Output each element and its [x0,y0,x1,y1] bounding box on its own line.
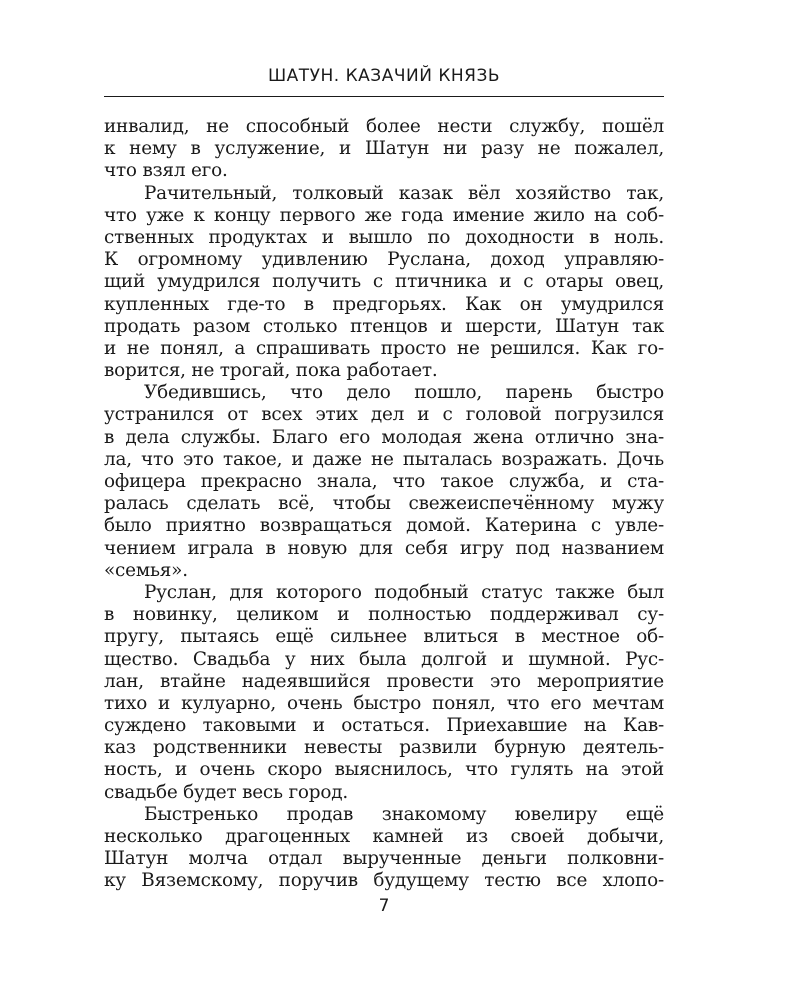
text-line: ственных продуктах и вышло по доходности в ноль. [104,226,664,248]
text-line: ралась сделать всё, чтобы свежеиспечённому мужу [104,493,664,515]
text-line: ворится, не трогай, пока работает. [104,360,438,382]
text-line: тихо и кулуарно, очень быстро понял, что его мечтам [104,692,664,714]
paragraph-4 [104,582,664,804]
text-line: купленных где-то в предгорьях. Как он умудрился [104,293,664,315]
text-line: К огромному удивлению Руслана, доход управляю- [104,249,664,271]
text-line: Быстренько продав знакомому ювелиру ещё [144,803,664,825]
text-line: что уже к концу первого же года имение жило на соб- [104,204,664,226]
paragraph-5 [104,804,664,893]
paragraph-1 [104,116,664,183]
text-line: инвалид, не способный более нести службу, пошёл [104,116,664,137]
text-line: Шатун молча отдал вырученные деньги полковни- [104,848,664,870]
text-line: щество. Свадьба у них была долгой и шумной. Рус- [104,648,664,670]
text-line: каз родственники невесты развили бурную деятель- [104,737,664,759]
body-text [104,116,664,893]
text-line: ность, и очень скоро выяснилось, что гулять на этой [104,759,664,781]
text-line: продать разом столько птенцов и шерсти, Шатун так [104,315,664,337]
text-line: офицера прекрасно знала, что такое служба, и ста- [104,471,664,492]
text-line: свадьбе будет весь город. [104,781,348,803]
header-rule [104,96,664,97]
text-line: лан, втайне надеявшийся провести это мероприятие [104,670,664,692]
text-line: было приятно возвращаться домой. Катерина с увле- [104,515,664,537]
text-line: в новинку, целиком и полностью поддерживал су- [104,604,664,626]
paragraph-3 [104,382,664,582]
text-line: Убедившись, что дело пошло, парень быстро [144,382,664,404]
text-line: несколько драгоценных камней из своей добычи, [104,826,664,847]
text-line: в дела службы. Благо его молодая жена отлично зна- [104,426,664,448]
page-number: 7 [378,896,390,916]
paragraph-2 [104,183,664,383]
text-line: «семья». [104,559,188,581]
text-line: к нему в услужение, и Шатун ни разу не пожалел, [104,138,664,160]
text-line: Руслан, для которого подобный статус также был [144,581,664,603]
text-line: щий умудрился получить с птичника и с отары овец, [104,271,664,293]
text-line: и не понял, а спрашивать просто не решился. Как го- [104,337,664,359]
text-line: чением играла в новую для себя игру под названием [104,537,664,559]
text-line: суждено таковыми и остаться. Приехавшие на Кав- [104,715,664,737]
text-line: ла, что это такое, и даже не пыталась возражать. Дочь [104,448,664,470]
text-line: ку Вяземскому, поручив будущему тестю все хлопо- [104,870,664,892]
text-line: устранился от всех этих дел и с головой погрузился [104,404,664,426]
text-line: что взял его. [104,160,228,182]
running-header: ШАТУН. КАЗАЧИЙ КНЯЗЬ [267,66,501,86]
text-line: пругу, пытаясь ещё сильнее влиться в местное об- [104,626,664,648]
text-line: Рачительный, толковый казак вёл хозяйство так, [144,182,664,204]
